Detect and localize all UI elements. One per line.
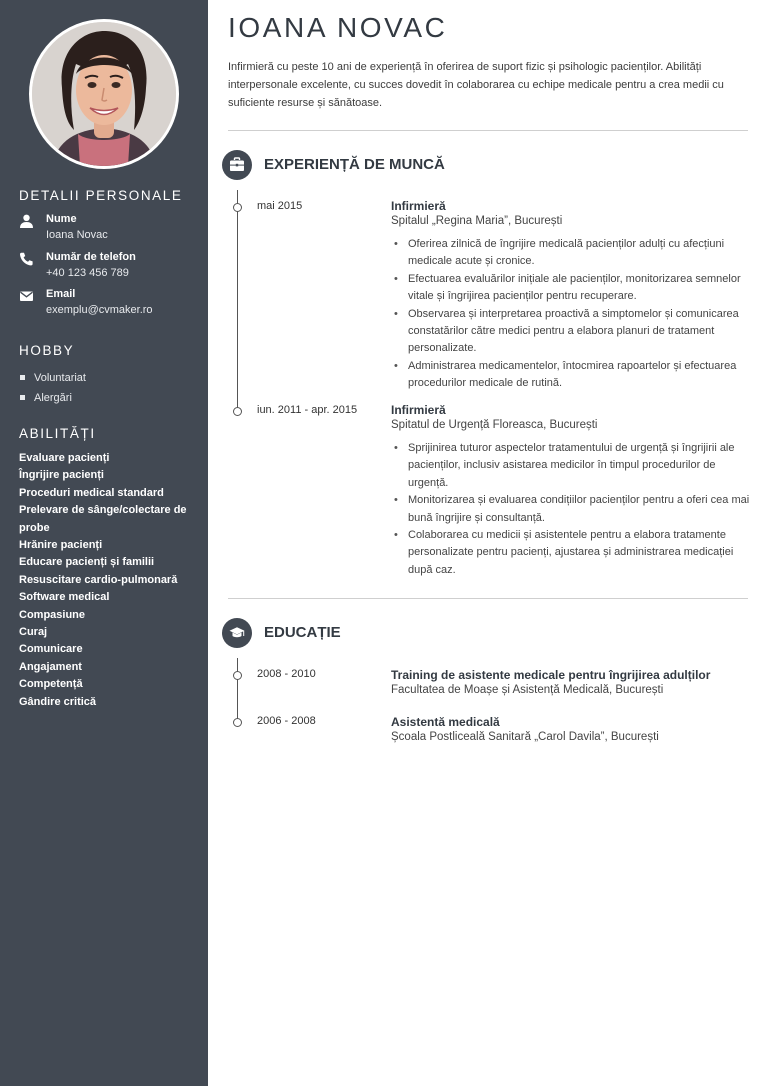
education-date: 2006 - 2008: [257, 715, 316, 727]
phone-icon: [19, 252, 34, 266]
skill-item: Educare pacienți și familii: [19, 556, 155, 569]
sidebar: [0, 0, 208, 1086]
job-date: iun. 2011 - apr. 2015: [257, 404, 358, 416]
timeline-dot: [233, 407, 242, 416]
skill-item: Hrănire pacienți: [19, 539, 103, 552]
experience-timeline: [237, 190, 238, 412]
job-entry: [391, 199, 751, 393]
education-heading: EDUCAȚIE: [264, 624, 341, 641]
job-duties: [391, 236, 751, 393]
divider: [228, 598, 748, 599]
skills-list: [19, 450, 189, 711]
email-label: Email: [46, 288, 76, 300]
profile-photo: [29, 19, 179, 169]
duty-item: • Observarea și interpretarea proactivă a simptomelor și comunicarea constatărilor către medici pentru a elabora planuri de tratament personalizate.: [391, 306, 751, 358]
skill-item: Comunicare: [19, 643, 83, 656]
duty-item: • Administrarea medicamentelor, întocmirea rapoartelor și efectuarea procedurilor medicale de rutină.: [391, 358, 751, 393]
graduation-cap-icon: [222, 618, 252, 648]
timeline-dot: [233, 718, 242, 727]
education-timeline: [237, 658, 238, 726]
skill-item: Proceduri medical standard: [19, 486, 164, 499]
divider: [228, 130, 748, 131]
skill-item: Gândire critică: [19, 695, 97, 708]
skill-item: Software medical: [19, 591, 110, 604]
experience-heading: EXPERIENȚĂ DE MUNCĂ: [264, 156, 445, 173]
job-employer: Spitalul „Regina Maria”, București: [391, 215, 563, 227]
hobby-item: Voluntariat: [19, 371, 86, 391]
institution: Școala Postliceală Sanitară „Carol Davila”, București: [391, 731, 659, 743]
job-title: Infirmieră: [391, 199, 446, 213]
timeline-dot: [233, 203, 242, 212]
timeline-dot: [233, 671, 242, 680]
skill-item: Curaj: [19, 626, 48, 639]
skill-item: Evaluare pacienți: [19, 452, 110, 464]
phone-value[interactable]: +40 123 456 789: [46, 267, 129, 279]
duty-item: • Oferirea zilnică de îngrijire medicală pacienților adulți cu afecțiuni medicale acute și cronice.: [391, 236, 751, 271]
duty-item: • Sprijinirea tuturor aspectelor tratamentului de urgență și îngrijirii ale pacienților, inclusiv asistarea medicilor în timpul procedurilor de urgență.: [391, 440, 751, 492]
duty-item: • Monitorizarea și evaluarea condițiilor pacienților pentru a oferi cea mai bună îngrijire și consultanță.: [391, 492, 751, 527]
personal-details-heading: DETALII PERSONALE: [19, 188, 183, 203]
job-date: mai 2015: [257, 200, 303, 212]
skill-item: Resuscitare cardio-pulmonară: [19, 573, 178, 586]
duty-item: • Efectuarea evaluărilor inițiale ale pacienților, monitorizarea semnelor vitale și îngrijirea pacienților pentru recuperare.: [391, 271, 751, 306]
skill-item: Competență: [19, 678, 83, 691]
skill-item: Angajament: [19, 660, 82, 673]
hobby-heading: HOBBY: [19, 343, 75, 358]
candidate-name: IOANA NOVAC: [228, 12, 448, 43]
institution: Facultatea de Moașe și Asistență Medicală, București: [391, 684, 664, 696]
job-title: Infirmieră: [391, 403, 446, 417]
education-entry: [391, 715, 751, 745]
email-value[interactable]: exemplu@cvmaker.ro: [46, 304, 153, 316]
duty-item: • Colaborarea cu medicii și asistentele pentru a elabora tratamente personalizate pentru pacienți, ajustarea și administrarea medicației după caz.: [391, 527, 751, 579]
name-value: Ioana Novac: [46, 229, 108, 241]
education-date: 2008 - 2010: [257, 668, 316, 680]
phone-label: Număr de telefon: [46, 251, 136, 263]
skill-item: Îngrijire pacienți: [19, 469, 104, 482]
degree-title: Training de asistente medicale pentru îngrijirea adulților: [391, 668, 711, 682]
profile-summary: Infirmieră cu peste 10 ani de experiență în oferirea de suport fizic și psihologic pacienților. Abilități interpersonale excelente, cu succes dovedit în colaborarea cu echipe medicale pentru a crea medii cu suficiente resurse și sănătoase.: [228, 61, 724, 109]
skill-item: Prelevare de sânge/colectare de probe: [19, 504, 187, 534]
skills-heading: ABILITĂȚI: [19, 426, 96, 441]
main-content: [208, 0, 768, 1086]
briefcase-icon: [222, 150, 252, 180]
education-entry: [391, 668, 751, 698]
job-entry: [391, 403, 751, 579]
email-icon: [19, 289, 34, 303]
degree-title: Asistentă medicală: [391, 715, 500, 729]
job-duties: [391, 440, 751, 579]
job-employer: Spitatul de Urgență Floreasca, București: [391, 419, 598, 431]
person-icon: [19, 214, 34, 228]
name-label: Nume: [46, 213, 77, 225]
hobby-list: [19, 371, 86, 411]
hobby-item: Alergări: [19, 391, 86, 411]
skill-item: Compasiune: [19, 608, 86, 621]
